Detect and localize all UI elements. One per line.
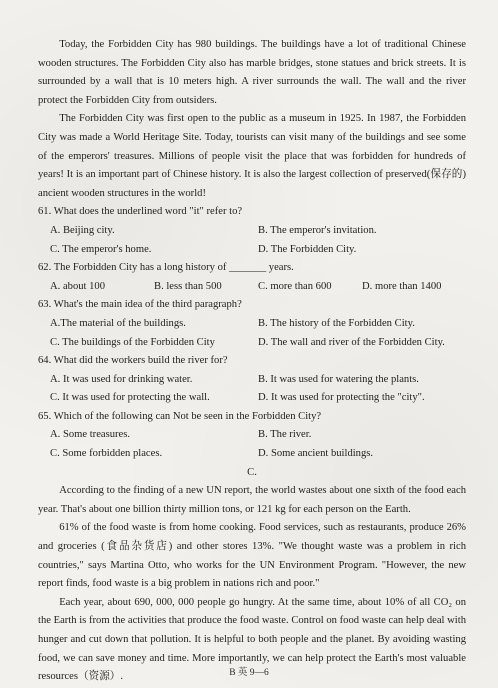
option-d: D. Some ancient buildings.: [258, 448, 374, 460]
option-b: B. It was used for watering the plants.: [258, 373, 419, 385]
question-65: [38, 408, 466, 464]
option-b: B. The history of the Forbidden City.: [258, 317, 415, 329]
passage-b-paragraph-2: The Forbidden City was first open to the public as a museum in 1925. In 1987, the Forbidden City was made a World Heritage Site. Today, tourists can visit many of the buildings and see some of the emperors' treasures. Millions of people visit the place that was forbidden for hundreds of years! It is an important part of Chinese history. It is also the largest collection of preserved(保存的) ancient wooden structures in the world!: [38, 113, 466, 199]
passage-b-paragraph-1: Today, the Forbidden City has 980 buildings. The buildings have a lot of traditional Chinese wooden structures. The Forbidden City also has marble bridges, stone statues and brick streets. It is surrounded by a wall that is 10 meters high. A river surrounds the wall. The wall and the river protect the Forbidden City from outsiders.: [38, 39, 466, 106]
option-d: D. more than 1400: [362, 280, 442, 292]
option-c: C. more than 600: [258, 280, 332, 292]
question-stem: 64. What did the workers build the river for?: [38, 355, 228, 367]
option-d: D. It was used for protecting the "city".: [258, 392, 425, 404]
option-a: A.The material of the buildings.: [50, 317, 186, 329]
option-a: A. Some treasures.: [50, 429, 131, 441]
option-d: D. The wall and river of the Forbidden City.: [258, 336, 445, 348]
option-b: B. The emperor's invitation.: [258, 224, 377, 236]
passage-c-paragraph-3: Each year, about 690, 000, 000 people go hungry. At the same time, about 10% of all CO₂ on the Earth is from the activities that produce the food waste. Control on food waste can help deal with hunger and cut down that pollution. It is helpful to both people and the planet. By avoiding wasting food, we can save money and time. More importantly, we can help protect the Earth's most valuable resources（资源）.: [38, 596, 466, 683]
page-footer: B 英 9—6: [229, 668, 269, 678]
page-content: [38, 36, 466, 687]
option-c: C. Some forbidden places.: [50, 448, 163, 460]
option-c: C. The emperor's home.: [50, 243, 152, 255]
option-c: C. It was used for protecting the wall.: [50, 392, 210, 404]
question-62: [38, 259, 466, 296]
option-a: A. about 100: [50, 280, 106, 292]
question-options: [38, 426, 466, 463]
option-a: A. Beijing city.: [50, 224, 115, 236]
question-options: [38, 222, 466, 259]
question-64: [38, 352, 466, 408]
option-a: A. It was used for drinking water.: [50, 373, 193, 385]
option-d: D. The Forbidden City.: [258, 243, 357, 255]
question-63: [38, 296, 466, 352]
option-b: B. The river.: [258, 429, 312, 441]
question-stem: 63. What's the main idea of the third paragraph?: [38, 299, 242, 311]
question-options: [38, 278, 466, 297]
question-stem: 61. What does the underlined word "it" refer to?: [38, 206, 243, 218]
question-61: [38, 203, 466, 259]
question-stem: 62. The Forbidden City has a long history of _______ years.: [38, 262, 294, 274]
question-options: [38, 315, 466, 352]
option-c: C. The buildings of the Forbidden City: [50, 336, 215, 348]
passage-c-paragraph-1: According to the finding of a new UN report, the world wastes about one sixth of the food each year. That's about one billion thirty million tons, or 121 kg for each person on the Earth.: [38, 485, 466, 515]
passage-c-paragraph-2: 61% of the food waste is from home cooking. Food services, such as restaurants, produce 26% and groceries (食品杂货店) and other stores 13%. "We thought waste was a problem in rich countries," says Martina Otto, who works for the UN Environment Program. "However, the new report finds, food waste is a big problem in nations rich and poor.": [38, 522, 466, 590]
question-stem: 65. Which of the following can Not be seen in the Forbidden City?: [38, 410, 322, 422]
option-b: B. less than 500: [154, 280, 222, 292]
section-c-marker: C.: [247, 466, 257, 478]
question-options: [38, 371, 466, 408]
